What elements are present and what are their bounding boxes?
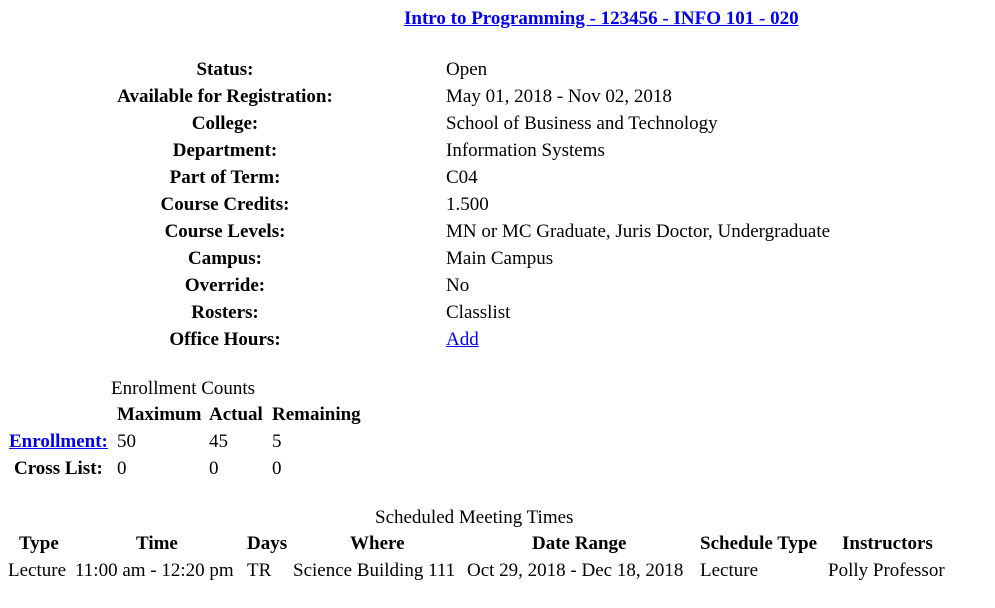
meeting-instructor: Polly Professor — [828, 560, 945, 581]
enrollment-header-remaining: Remaining — [272, 404, 361, 425]
office-hours-add-link[interactable]: Add — [446, 329, 479, 350]
enrollment-actual: 45 — [209, 431, 228, 452]
meetings-header-time: Time — [136, 533, 178, 554]
available-registration-value: May 01, 2018 - Nov 02, 2018 — [446, 86, 672, 107]
override-value: No — [446, 275, 470, 296]
campus-value: Main Campus — [446, 248, 554, 269]
cross-list-maximum: 0 — [117, 458, 127, 479]
course-levels-label: Course Levels: — [164, 221, 286, 242]
meeting-time: 11:00 am - 12:20 pm — [75, 560, 234, 581]
status-label: Status: — [196, 59, 254, 80]
course-credits-label: Course Credits: — [160, 194, 290, 215]
meetings-header-schedule-type: Schedule Type — [700, 533, 818, 554]
meetings-header-date-range: Date Range — [532, 533, 627, 554]
override-label: Override: — [184, 275, 266, 296]
enrollment-link[interactable]: Enrollment: — [9, 431, 108, 452]
enrollment-header-maximum: Maximum — [117, 404, 202, 425]
meeting-days: TR — [247, 560, 272, 581]
college-label: College: — [191, 113, 259, 134]
part-of-term-value: C04 — [446, 167, 478, 188]
enrollment-header-actual: Actual — [209, 404, 263, 425]
status-value: Open — [446, 59, 488, 80]
rosters-label: Rosters: — [191, 302, 259, 323]
course-title-link[interactable]: Intro to Programming - 123456 - INFO 101 - 020 — [404, 8, 799, 29]
part-of-term-label: Part of Term: — [169, 167, 281, 188]
campus-label: Campus: — [188, 248, 262, 269]
enrollment-remaining: 5 — [272, 431, 282, 452]
meeting-where: Science Building 111 — [293, 560, 456, 581]
meetings-caption: Scheduled Meeting Times — [375, 507, 574, 528]
enrollment-caption: Enrollment Counts — [111, 378, 256, 399]
enrollment-maximum: 50 — [117, 431, 136, 452]
meeting-schedule-type: Lecture — [700, 560, 759, 581]
meeting-type: Lecture — [8, 560, 67, 581]
cross-list-label: Cross List: — [14, 458, 103, 479]
office-hours-label: Office Hours: — [169, 329, 281, 350]
cross-list-actual: 0 — [209, 458, 219, 479]
available-registration-label: Available for Registration: — [117, 86, 333, 107]
meeting-date-range: Oct 29, 2018 - Dec 18, 2018 — [467, 560, 684, 581]
meetings-header-type: Type — [19, 533, 59, 554]
meetings-header-where: Where — [350, 533, 405, 554]
department-label: Department: — [172, 140, 278, 161]
meetings-header-days: Days — [247, 533, 288, 554]
cross-list-remaining: 0 — [272, 458, 282, 479]
meetings-header-instructors: Instructors — [842, 533, 933, 554]
department-value: Information Systems — [446, 140, 605, 161]
course-credits-value: 1.500 — [446, 194, 489, 215]
course-levels-value: MN or MC Graduate, Juris Doctor, Undergraduate — [446, 221, 831, 242]
college-value: School of Business and Technology — [446, 113, 718, 134]
rosters-value: Classlist — [446, 302, 511, 323]
